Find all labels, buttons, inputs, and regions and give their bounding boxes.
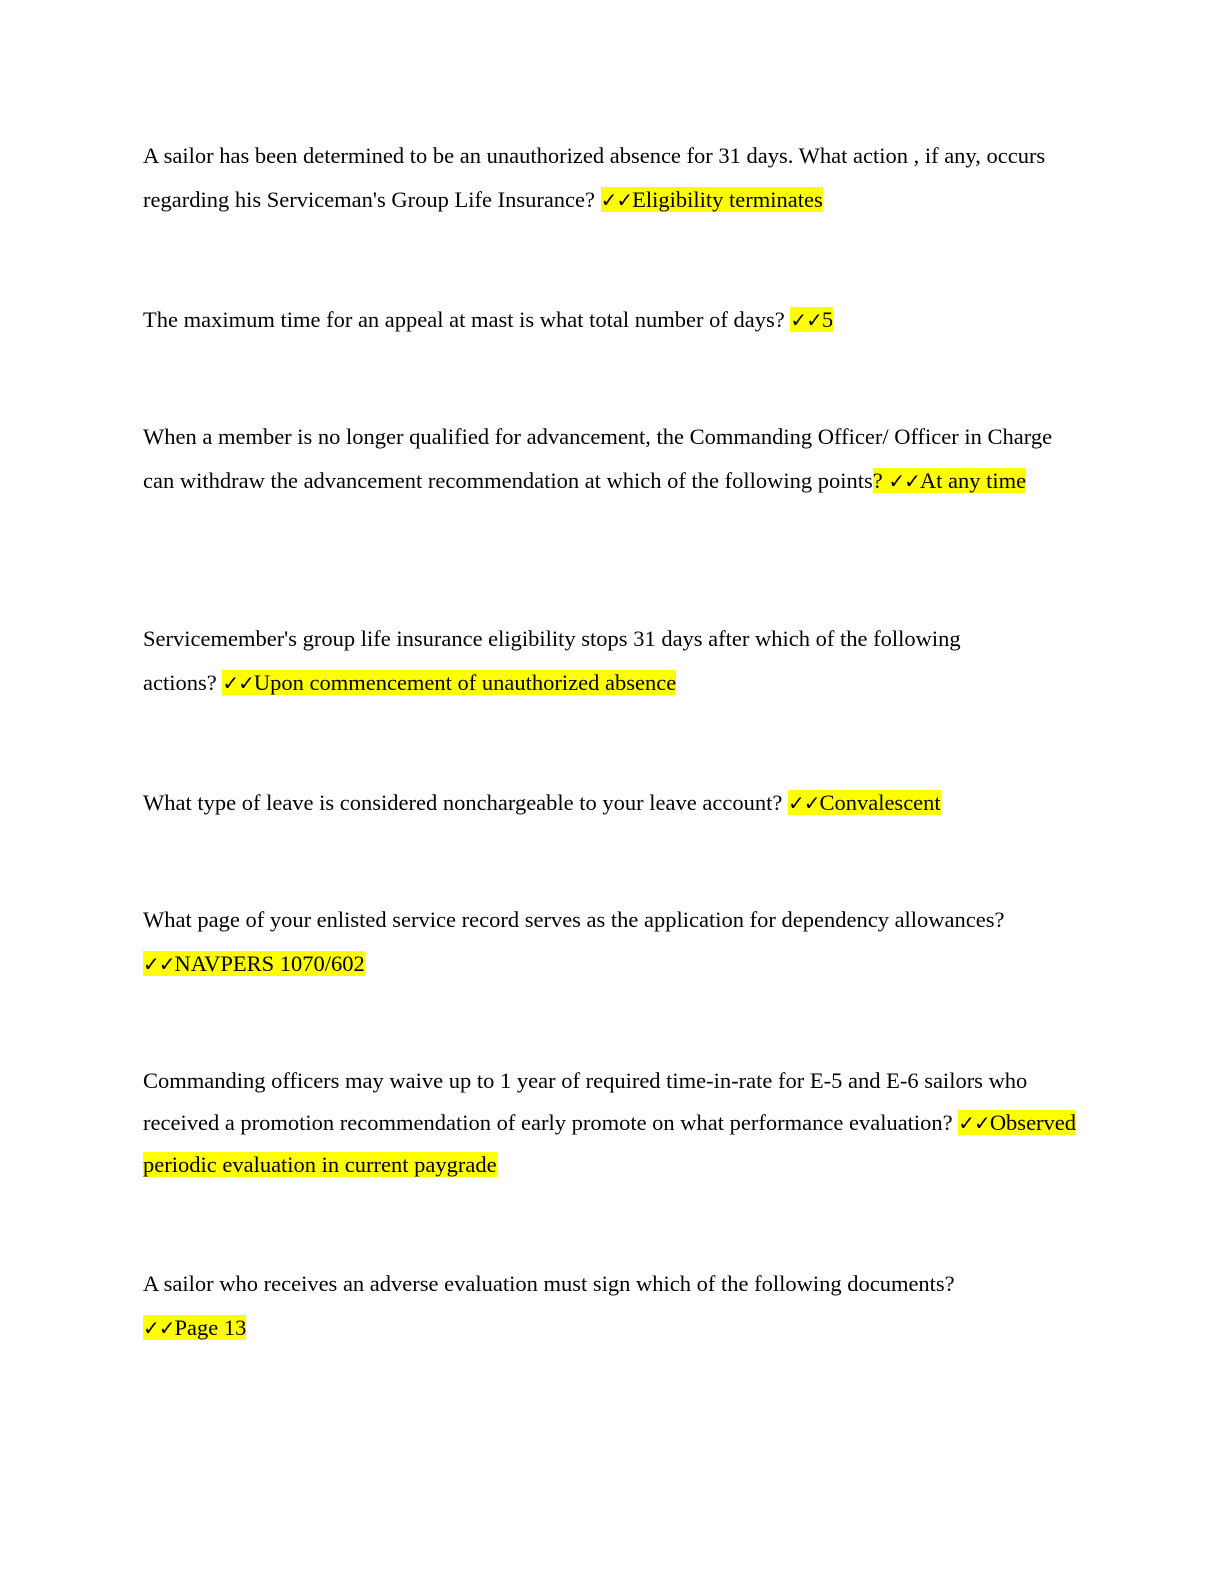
double-check-icon: ✓✓ [143,952,175,976]
qa-item-4 [143,617,1023,705]
qa-item-3 [143,415,1073,503]
qa-item-1 [143,134,1083,222]
question-text: What type of leave is considered nonchargeable to your leave account? [143,790,783,815]
answer-highlight [601,187,823,212]
answer-highlight [143,951,365,976]
double-check-icon: ✓✓ [958,1111,990,1135]
double-check-icon: ✓✓ [790,308,822,332]
double-check-icon: ✓✓ [222,671,254,695]
answer-text: Page 13 [174,1315,247,1340]
double-check-icon: ✓✓ [787,791,820,815]
answer-text: 5 [821,307,834,332]
qa-item-8 [143,1262,1013,1350]
double-check-icon: ✓✓ [600,188,633,212]
answer-text: Upon commencement of unauthorized absence [253,670,677,695]
answer-text: Observed periodic evaluation in current paygrade [143,1110,1077,1177]
qa-item-5 [143,781,1083,825]
answer-highlight [873,468,1026,493]
answer-text: At any time [919,468,1027,493]
double-check-icon: ✓✓ [888,469,920,493]
answer-text: Eligibility terminates [632,187,823,212]
question-text: Servicemember's group life insurance eligibility stops 31 days after which of the following actions? [143,626,961,695]
answer-text: Convalescent [819,790,941,815]
answer-text: NAVPERS 1070/602 [174,951,365,976]
answer-highlight [790,307,833,332]
answer-highlight [222,670,676,695]
answer-highlight [788,790,941,815]
question-tail: ? [872,468,883,493]
question-text: A sailor who receives an adverse evaluation must sign which of the following documents? [143,1271,955,1296]
qa-item-7 [143,1060,1083,1186]
double-check-icon: ✓✓ [143,1316,175,1340]
question-text: The maximum time for an appeal at mast is what total number of days? [143,307,785,332]
answer-highlight [143,1315,246,1340]
qa-item-2 [143,298,1083,342]
question-text: Commanding officers may waive up to 1 year of required time-in-rate for E-5 and E-6 sailors who received a promotion recommendation of early promote on what performance evaluation? [143,1068,1028,1135]
question-text: What page of your enlisted service record serves as the application for dependency allowances? [143,907,1005,932]
qa-item-6 [143,898,1083,986]
question-text: A sailor has been determined to be an unauthorized absence for 31 days. What action , if any, occurs regarding his Serviceman's Group Life Insurance? [143,143,1046,212]
question-text: When a member is no longer qualified for advancement, the Commanding Officer/ Officer in Charge can withdraw the advancement recommendation at which of the following points [143,424,1053,493]
